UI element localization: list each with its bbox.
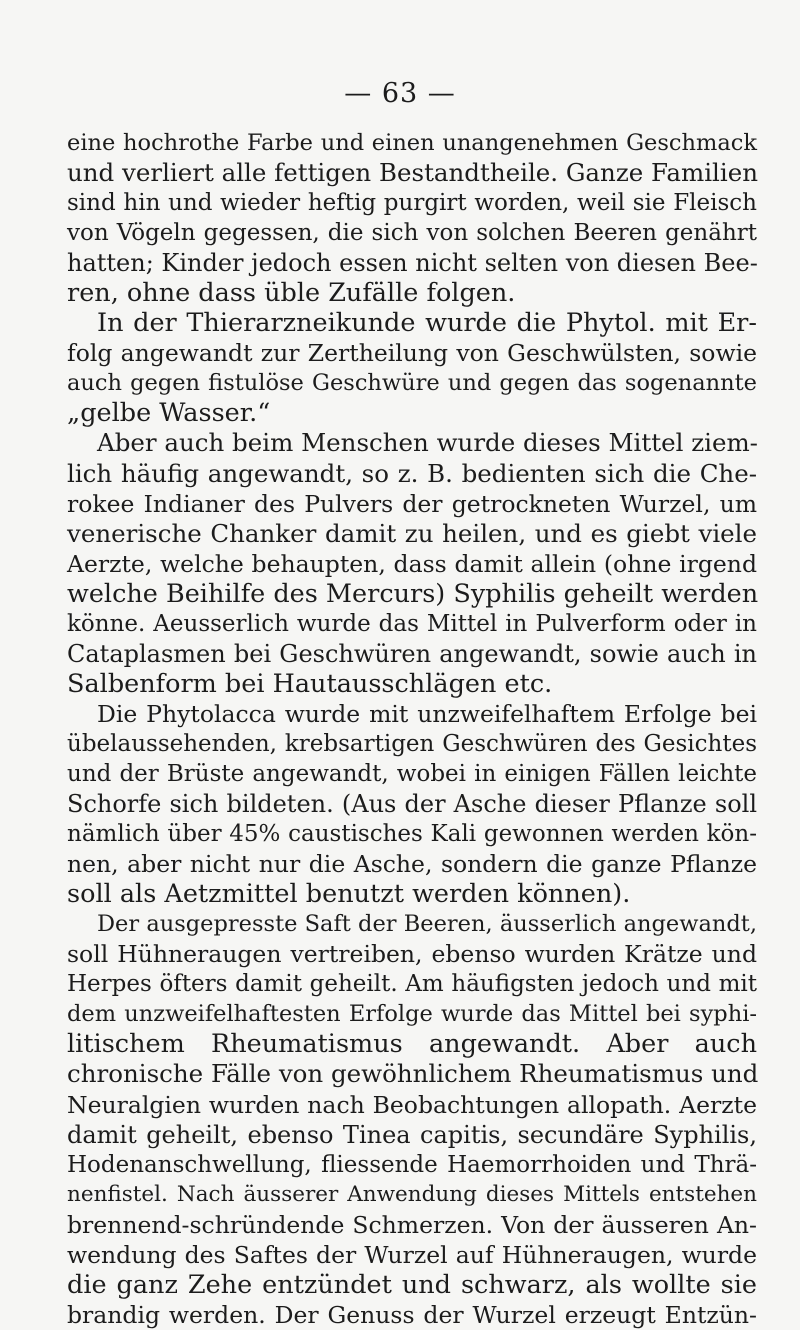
text-line: brennend-schründende Schmerzen. Von der äusseren An- xyxy=(67,1210,757,1239)
text-line: und verliert alle fettigen Bestandtheile. Ganze Familien xyxy=(67,158,758,188)
text-line: „gelbe Wasser.“ xyxy=(67,398,271,429)
text-line: nen, aber nicht nur die Asche, sondern die ganze Pflanze xyxy=(67,850,757,879)
text-line: Aber auch beim Menschen wurde dieses Mittel ziem- xyxy=(97,428,758,458)
text-line: damit geheilt, ebenso Tinea capitis, secundäre Syphilis, xyxy=(67,1120,757,1149)
text-line: Herpes öfters damit geheilt. Am häufigsten jedoch und mit xyxy=(67,971,757,998)
text-line: auch gegen fistulöse Geschwüre und gegen das sogenannte xyxy=(67,370,757,397)
text-line: Aerzte, welche behaupten, dass damit allein (ohne irgend xyxy=(67,549,757,578)
text-line: Cataplasmen bei Geschwüren angewandt, sowie auch in xyxy=(67,639,757,668)
body-text xyxy=(67,128,757,1330)
text-line: folg angewandt zur Zertheilung von Geschwülsten, sowie xyxy=(67,339,757,368)
text-line: übelaussehenden, krebsartigen Geschwüren des Gesichtes xyxy=(67,730,757,757)
text-line: welche Beihilfe des Mercurs) Syphilis geheilt werden xyxy=(67,578,759,609)
text-line: chronische Fälle von gewöhnlichem Rheumatismus und xyxy=(67,1059,759,1089)
page-number: — 63 — xyxy=(344,78,456,109)
text-line: eine hochrothe Farbe und einen unangenehmen Geschmack xyxy=(67,130,757,156)
text-line: Salbenform bei Hautausschlägen etc. xyxy=(67,668,553,699)
text-line: sind hin und wieder heftig purgirt worden, weil sie Fleisch xyxy=(67,190,757,217)
text-line: Die Phytolacca wurde mit unzweifelhaftem Erfolge bei xyxy=(97,699,757,728)
text-line: nenfistel. Nach äusserer Anwendung dieses Mittels entstehen xyxy=(67,1181,757,1207)
text-line: soll Hühneraugen vertreiben, ebenso wurden Krätze und xyxy=(67,940,757,969)
text-line: von Vögeln gegessen, die sich von solchen Beeren genährt xyxy=(67,220,757,247)
text-line: In der Thierarzneikunde wurde die Phytol. mit Er- xyxy=(97,308,757,339)
text-line: Der ausgepresste Saft der Beeren, äusserlich angewandt, xyxy=(97,911,757,938)
text-line: soll als Aetzmittel benutzt werden können). xyxy=(67,879,631,910)
text-line: brandig werden. Der Genuss der Wurzel erzeugt Entzün- xyxy=(67,1300,757,1329)
text-line: lich häufig angewandt, so z. B. bedienten sich die Che- xyxy=(67,458,757,488)
text-line: nämlich über 45% caustisches Kali gewonnen werden kön- xyxy=(67,821,757,848)
text-line: litischem Rheumatismus angewandt. Aber auch xyxy=(67,1029,757,1060)
text-line: könne. Aeusserlich wurde das Mittel in Pulverform oder in xyxy=(67,610,757,637)
text-line: die ganz Zehe entzündet und schwarz, als wollte sie xyxy=(67,1269,757,1300)
text-line: venerische Chanker damit zu heilen, und es giebt viele xyxy=(67,518,757,548)
text-line: ren, ohne dass üble Zufälle folgen. xyxy=(67,278,516,309)
text-line: und der Brüste angewandt, wobei in einigen Fällen leichte xyxy=(67,760,757,787)
text-line: rokee Indianer des Pulvers der getrockneten Wurzel, um xyxy=(67,489,757,518)
text-line: Neuralgien wurden nach Beobachtungen allopath. Aerzte xyxy=(67,1090,757,1119)
text-line: hatten; Kinder jedoch essen nicht selten von diesen Bee- xyxy=(67,249,758,278)
text-line: wendung des Saftes der Wurzel auf Hühneraugen, wurde xyxy=(67,1240,757,1269)
text-line: dem unzweifelhaftesten Erfolge wurde das Mittel bei syphi- xyxy=(67,1001,757,1028)
text-line: Schorfe sich bildeten. (Aus der Asche dieser Pflanze soll xyxy=(67,790,757,819)
text-line: Hodenanschwellung, fliessende Haemorrhoiden und Thrä- xyxy=(67,1151,757,1178)
